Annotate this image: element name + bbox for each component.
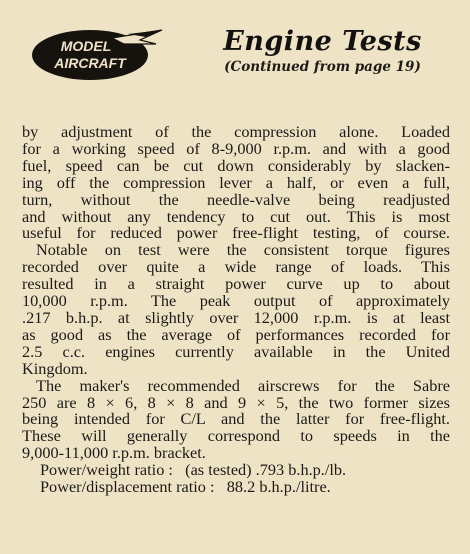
- text-line: These will generally correspond to speeds in the: [22, 426, 450, 446]
- ratios-block: [22, 462, 450, 496]
- text-line: as good as the average of performances recorded for: [22, 324, 450, 344]
- text-line: recorded over quite a wide range of loads. This: [22, 257, 450, 277]
- ratio-label: Power/displacement ratio :: [40, 477, 215, 497]
- text-line: ing off the compression lever a half, or even a full,: [22, 172, 450, 192]
- text-line: fuel, speed can be cut down considerably by slacken-: [22, 155, 450, 175]
- ratio-label: Power/weight ratio :: [40, 460, 173, 480]
- ratio-value: (as tested) .793 b.h.p./lb.: [185, 460, 347, 480]
- text-line: and without any tendency to cut out. This is most: [22, 206, 450, 226]
- logo-line-1: MODEL: [60, 38, 112, 54]
- continued-note: (Continued from page 19): [224, 59, 421, 75]
- text-line: turn, without the needle-valve being readjusted: [22, 189, 450, 209]
- text-line: being intended for C/L and the latter for free-flight.: [22, 409, 450, 429]
- text-line: The maker's recommended airscrews for the Sabre: [36, 375, 450, 395]
- text-line: 2.5 c.c. engines currently available in the United: [22, 341, 450, 361]
- text-line: useful for reduced power free-flight testing, of course.: [22, 223, 450, 243]
- logo-badge-icon: [28, 24, 166, 84]
- text-line: Notable on test were the consistent torque figures: [36, 240, 450, 260]
- text-line: 10,000 r.p.m. The peak output of approximately: [22, 291, 450, 311]
- text-line: resulted in a straight power curve up to about: [22, 274, 450, 294]
- text-line: 250 are 8 × 6, 8 × 8 and 9 × 5, the two former sizes: [22, 392, 450, 412]
- article-body: [22, 124, 450, 496]
- model-aircraft-logo: [28, 24, 166, 84]
- page-title: Engine Tests: [223, 26, 422, 57]
- text-line: .217 b.h.p. at slightly over 12,000 r.p.m. is at least: [22, 307, 450, 327]
- text-line: by adjustment of the compression alone. Loaded: [22, 122, 450, 141]
- text-line: Kingdom.: [22, 358, 88, 378]
- article-text: [22, 124, 450, 462]
- text-line: 9,000-11,000 r.p.m. bracket.: [22, 443, 206, 463]
- ratio-value: 88.2 b.h.p./litre.: [226, 477, 331, 497]
- power-displacement-ratio: [22, 479, 450, 496]
- logo-line-2: AIRCRAFT: [54, 55, 126, 71]
- header: [200, 26, 445, 75]
- text-line: for a working speed of 8-9,000 r.p.m. and with a good: [22, 138, 450, 158]
